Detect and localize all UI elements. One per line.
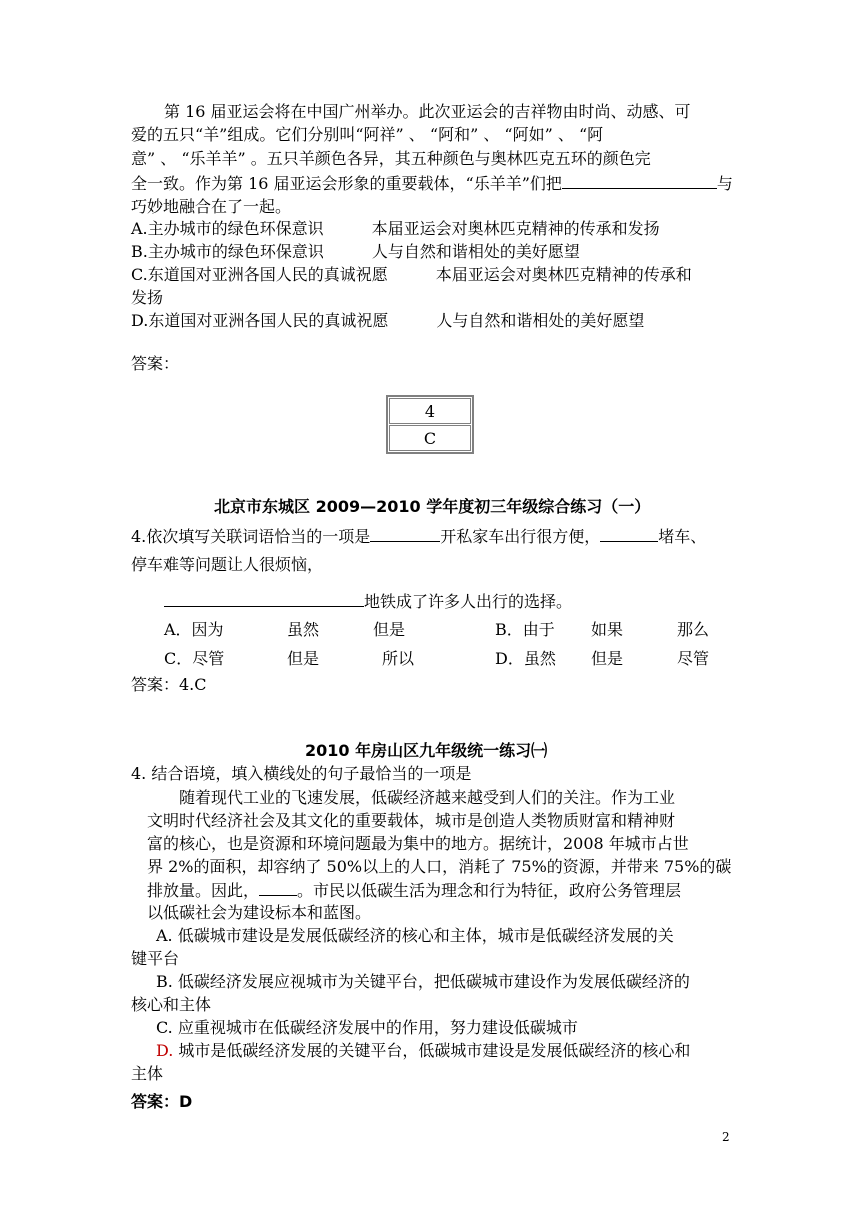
option-b: B. 低碳经济发展应视城市为关键平台，把低碳城市建设作为发展低碳经济的 [156,972,690,991]
option-b: B.主办城市的绿色环保意识 人与自然和谐相处的美好愿望 [131,242,580,261]
passage-line: 随着现代工业的飞速发展，低碳经济越来越受到人们的关注。作为工业 [179,788,676,807]
option-b: B．由于 [495,620,555,639]
question-line [131,525,706,548]
question-line: 停车难等问题让人很烦恼， [131,555,324,574]
page-number: 2 [722,1130,730,1144]
question-text: 地铁成了许多人出行的选择。 [364,592,573,611]
answer-cell-number: 4 [389,398,471,424]
fill-blank [600,525,658,542]
option-a: A. 低碳城市建设是发展低碳经济的核心和主体，城市是低碳经济发展的关 [156,926,674,945]
section-title: 2010 年房山区九年级统一练习㈠ [305,741,548,760]
passage-line: 界 2%的面积，却容纳了 50%以上的人口，消耗了 75%的资源，并带来 75%的碳 [147,857,732,876]
option-b-word: 那么 [677,620,710,639]
answer-text: 答案：4.C [131,675,207,694]
option-c-word: 所以 [382,649,415,668]
question-text: 开私家车出行很方便， [440,527,601,546]
paragraph-text: 与 [716,174,733,193]
paragraph-text: 全一致。作为第 16 届亚运会形象的重要载体，“乐羊羊”们把 [131,174,562,193]
option-b-word: 如果 [591,620,624,639]
option-d-word: 但是 [591,649,624,668]
passage-line: 富的核心，也是资源和环境问题最为集中的地方。据统计，2008 年城市占世 [147,834,689,853]
passage-line: 以低碳社会为建设标本和蓝图。 [147,903,372,922]
option-a: A.主办城市的绿色环保意识 本届亚运会对奥林匹克精神的传承和发扬 [131,219,660,238]
option-c: C．尽管 [164,649,225,668]
paragraph-line: 巧妙地融合在了一起。 [131,197,292,216]
option-b-cont: 核心和主体 [131,995,212,1014]
option-c-word: 但是 [287,649,320,668]
paragraph-line [131,172,733,195]
paragraph-line: 爱的五只“羊”组成。它们分别叫“阿祥” 、 “阿和” 、 “阿如” 、 “阿 [131,125,604,144]
paragraph-line: 意” 、 “乐羊羊” 。五只羊颜色各异，其五种颜色与奥林匹克五环的颜色完 [131,149,651,168]
question-text: 4.依次填写关联词语恰当的一项是 [131,527,371,546]
answer-table [386,395,474,454]
option-d-text: 城市是低碳经济发展的关键平台，低碳城市建设是发展低碳经济的核心和 [173,1041,691,1060]
answer-label: 答案： [131,354,180,373]
answer-text: 答案：D [131,1092,193,1111]
option-c-cont: 发扬 [131,288,164,307]
fill-blank [164,590,364,607]
option-a-word: 但是 [373,620,406,639]
option-c: C. 应重视城市在低碳经济发展中的作用，努力建设低碳城市 [156,1018,578,1037]
option-d: D.东道国对亚洲各国人民的真诚祝愿 人与自然和谐相处的美好愿望 [131,311,645,330]
section-title: 北京市东城区 2009—2010 学年度初三年级综合练习（一） [214,497,651,516]
option-a-word: 虽然 [287,620,320,639]
fill-blank [370,525,440,542]
fill-blank [259,879,297,896]
option-a-cont: 键平台 [131,949,180,968]
answer-cell-letter: C [389,425,471,451]
option-c: C.东道国对亚洲各国人民的真诚祝愿 本届亚运会对奥林匹克精神的传承和 [131,265,692,284]
passage-text: 。市民以低碳生活为理念和行为特征，政府公务管理层 [297,881,682,900]
fill-blank [562,172,717,189]
passage-line: 文明时代经济社会及其文化的重要载体，城市是创造人类物质财富和精神财 [147,811,676,830]
option-d-letter: D. [156,1041,174,1060]
question-line: 4. 结合语境，填入横线处的句子最恰当的一项是 [131,764,472,783]
question-line [164,590,572,613]
option-a: A．因为 [164,620,224,639]
passage-line [147,879,681,902]
option-d-word: 尽管 [677,649,710,668]
question-text: 堵车、 [658,527,707,546]
passage-text: 排放量。因此， [147,881,260,900]
option-d: D．虽然 [495,649,556,668]
paragraph-line: 第 16 届亚运会将在中国广州举办。此次亚运会的吉祥物由时尚、动感、可 [164,102,691,121]
option-d [156,1040,690,1062]
option-d-cont: 主体 [131,1064,164,1083]
